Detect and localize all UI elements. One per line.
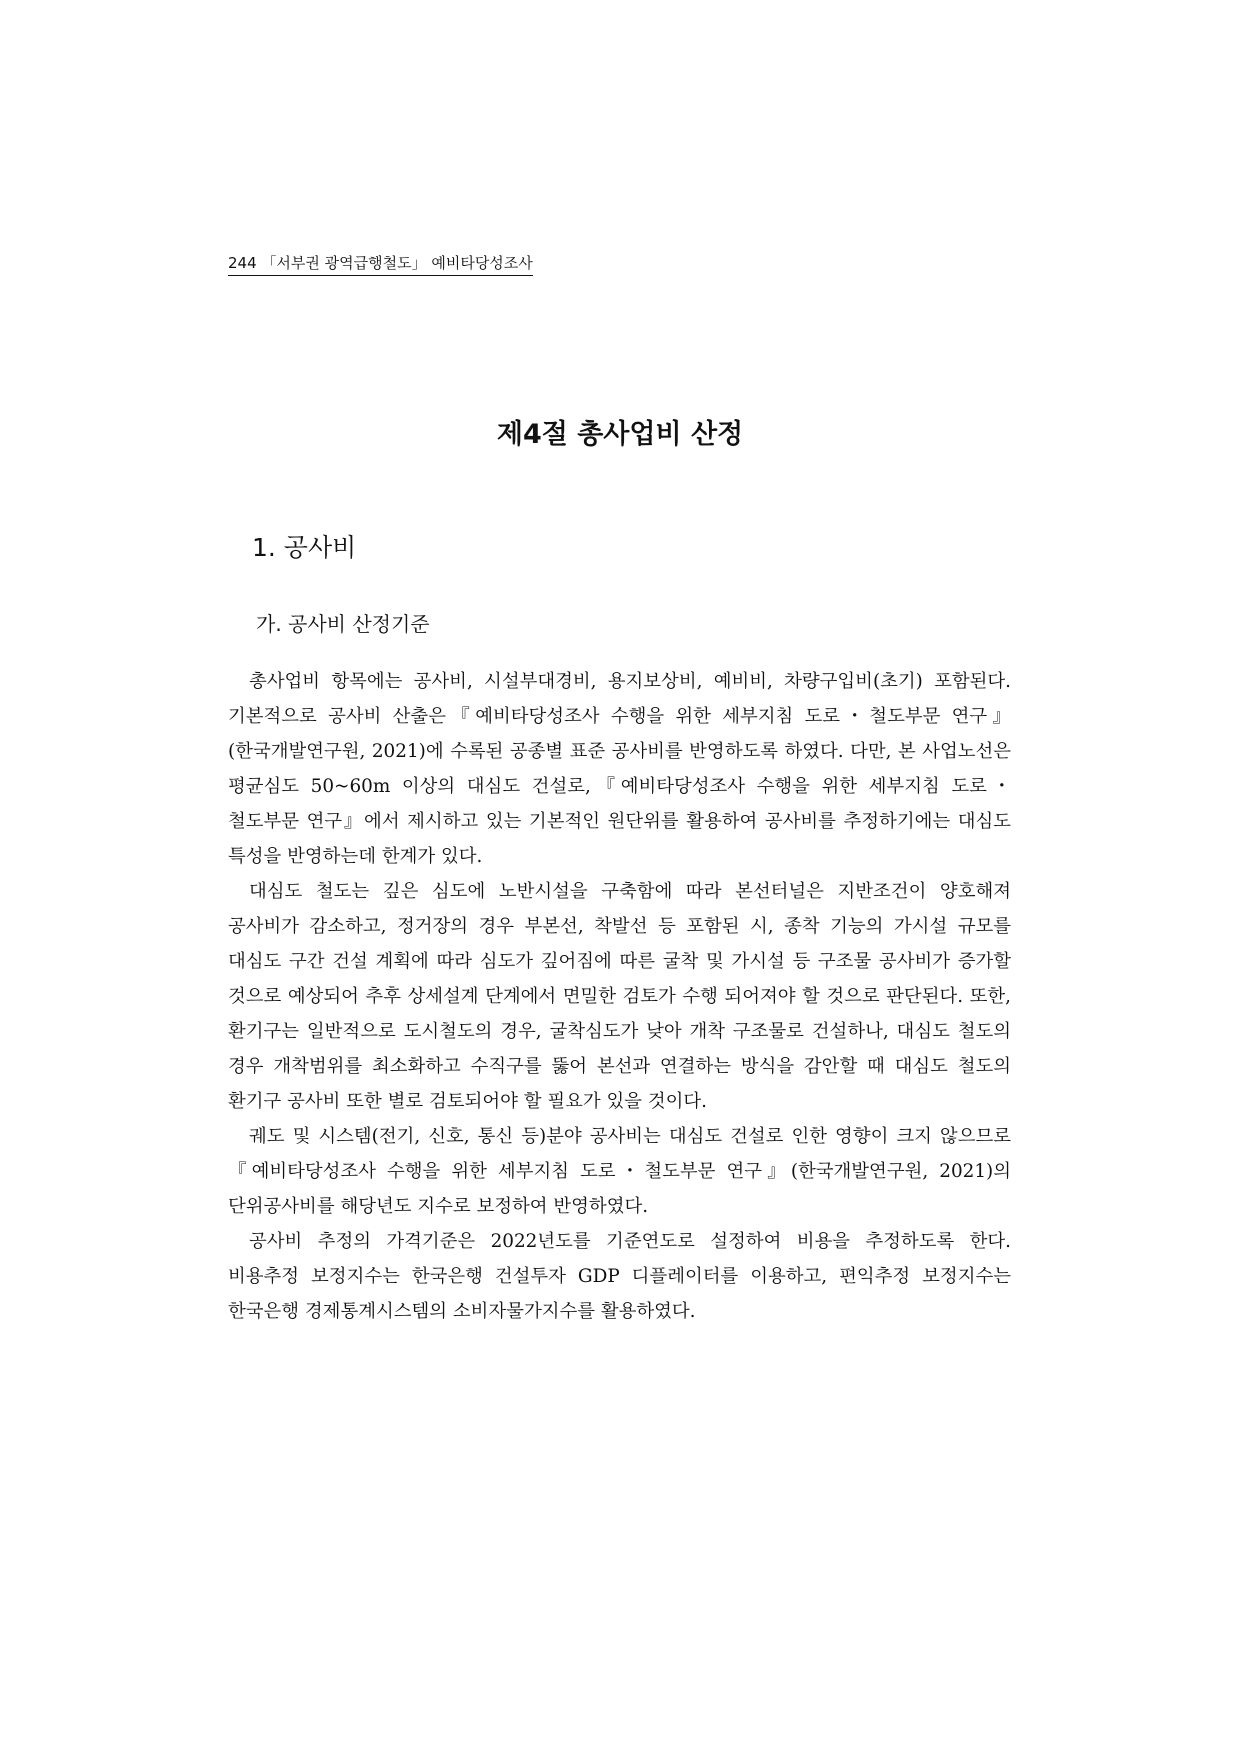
paragraph: 궤도 및 시스템(전기, 신호, 통신 등)분야 공사비는 대심도 건설로 인한 영향이 크지 않으므로『예비타당성조사 수행을 위한 세부지침 도로・철도부문 연구』(한국개발연구원, 2021)의 단위공사비를 해당년도 지수로 보정하여 반영하였다. [228, 1126, 1011, 1217]
subsection-heading: 1. 공사비 [252, 533, 357, 562]
subsubsection-heading: 가. 공사비 산정기준 [256, 612, 430, 636]
body-text [228, 664, 1011, 1329]
running-header: 244 「서부권 광역급행철도」 예비타당성조사 [228, 252, 533, 276]
section-title: 제4절 총사업비 산정 [496, 419, 744, 450]
paragraph: 공사비 추정의 가격기준은 2022년도를 기준연도로 설정하여 비용을 추정하도록 한다. 비용추정 보정지수는 한국은행 건설투자 GDP 디플레이터를 이용하고, 편익추정 보정지수는 한국은행 경제통계시스템의 소비자물가지수를 활용하였다. [228, 1231, 1011, 1322]
paragraph: 총사업비 항목에는 공사비, 시설부대경비, 용지보상비, 예비비, 차량구입비(초기) 포함된다. 기본적으로 공사비 산출은『예비타당성조사 수행을 위한 세부지침 도로・철도부문 연구』(한국개발연구원, 2021)에 수록된 공종별 표준 공사비를 반영하도록 하였다. 다만, 본 사업노선은 평균심도 50~60m 이상의 대심도 건설로,『예비타당성조사 수행을 위한 세부지침 도로・철도부문 연구』에서 제시하고 있는 기본적인 원단위를 활용하여 공사비를 추정하기에는 대심도 특성을 반영하는데 한계가 있다. [228, 671, 1011, 867]
paragraph: 대심도 철도는 깊은 심도에 노반시설을 구축함에 따라 본선터널은 지반조건이 양호해져 공사비가 감소하고, 정거장의 경우 부본선, 착발선 등 포함된 시, 종착 기능의 가시설 규모를 대심도 구간 건설 계획에 따라 심도가 깊어짐에 따른 굴착 및 가시설 등 구조물 공사비가 증가할 것으로 예상되어 추후 상세설계 단계에서 면밀한 검토가 수행 되어져야 할 것으로 판단된다. 또한, 환기구는 일반적으로 도시철도의 경우, 굴착심도가 낮아 개착 구조물로 건설하나, 대심도 철도의 경우 개착범위를 최소화하고 수직구를 뚫어 본선과 연결하는 방식을 감안할 때 대심도 철도의 환기구 공사비 또한 별로 검토되어야 할 필요가 있을 것이다. [228, 881, 1011, 1112]
